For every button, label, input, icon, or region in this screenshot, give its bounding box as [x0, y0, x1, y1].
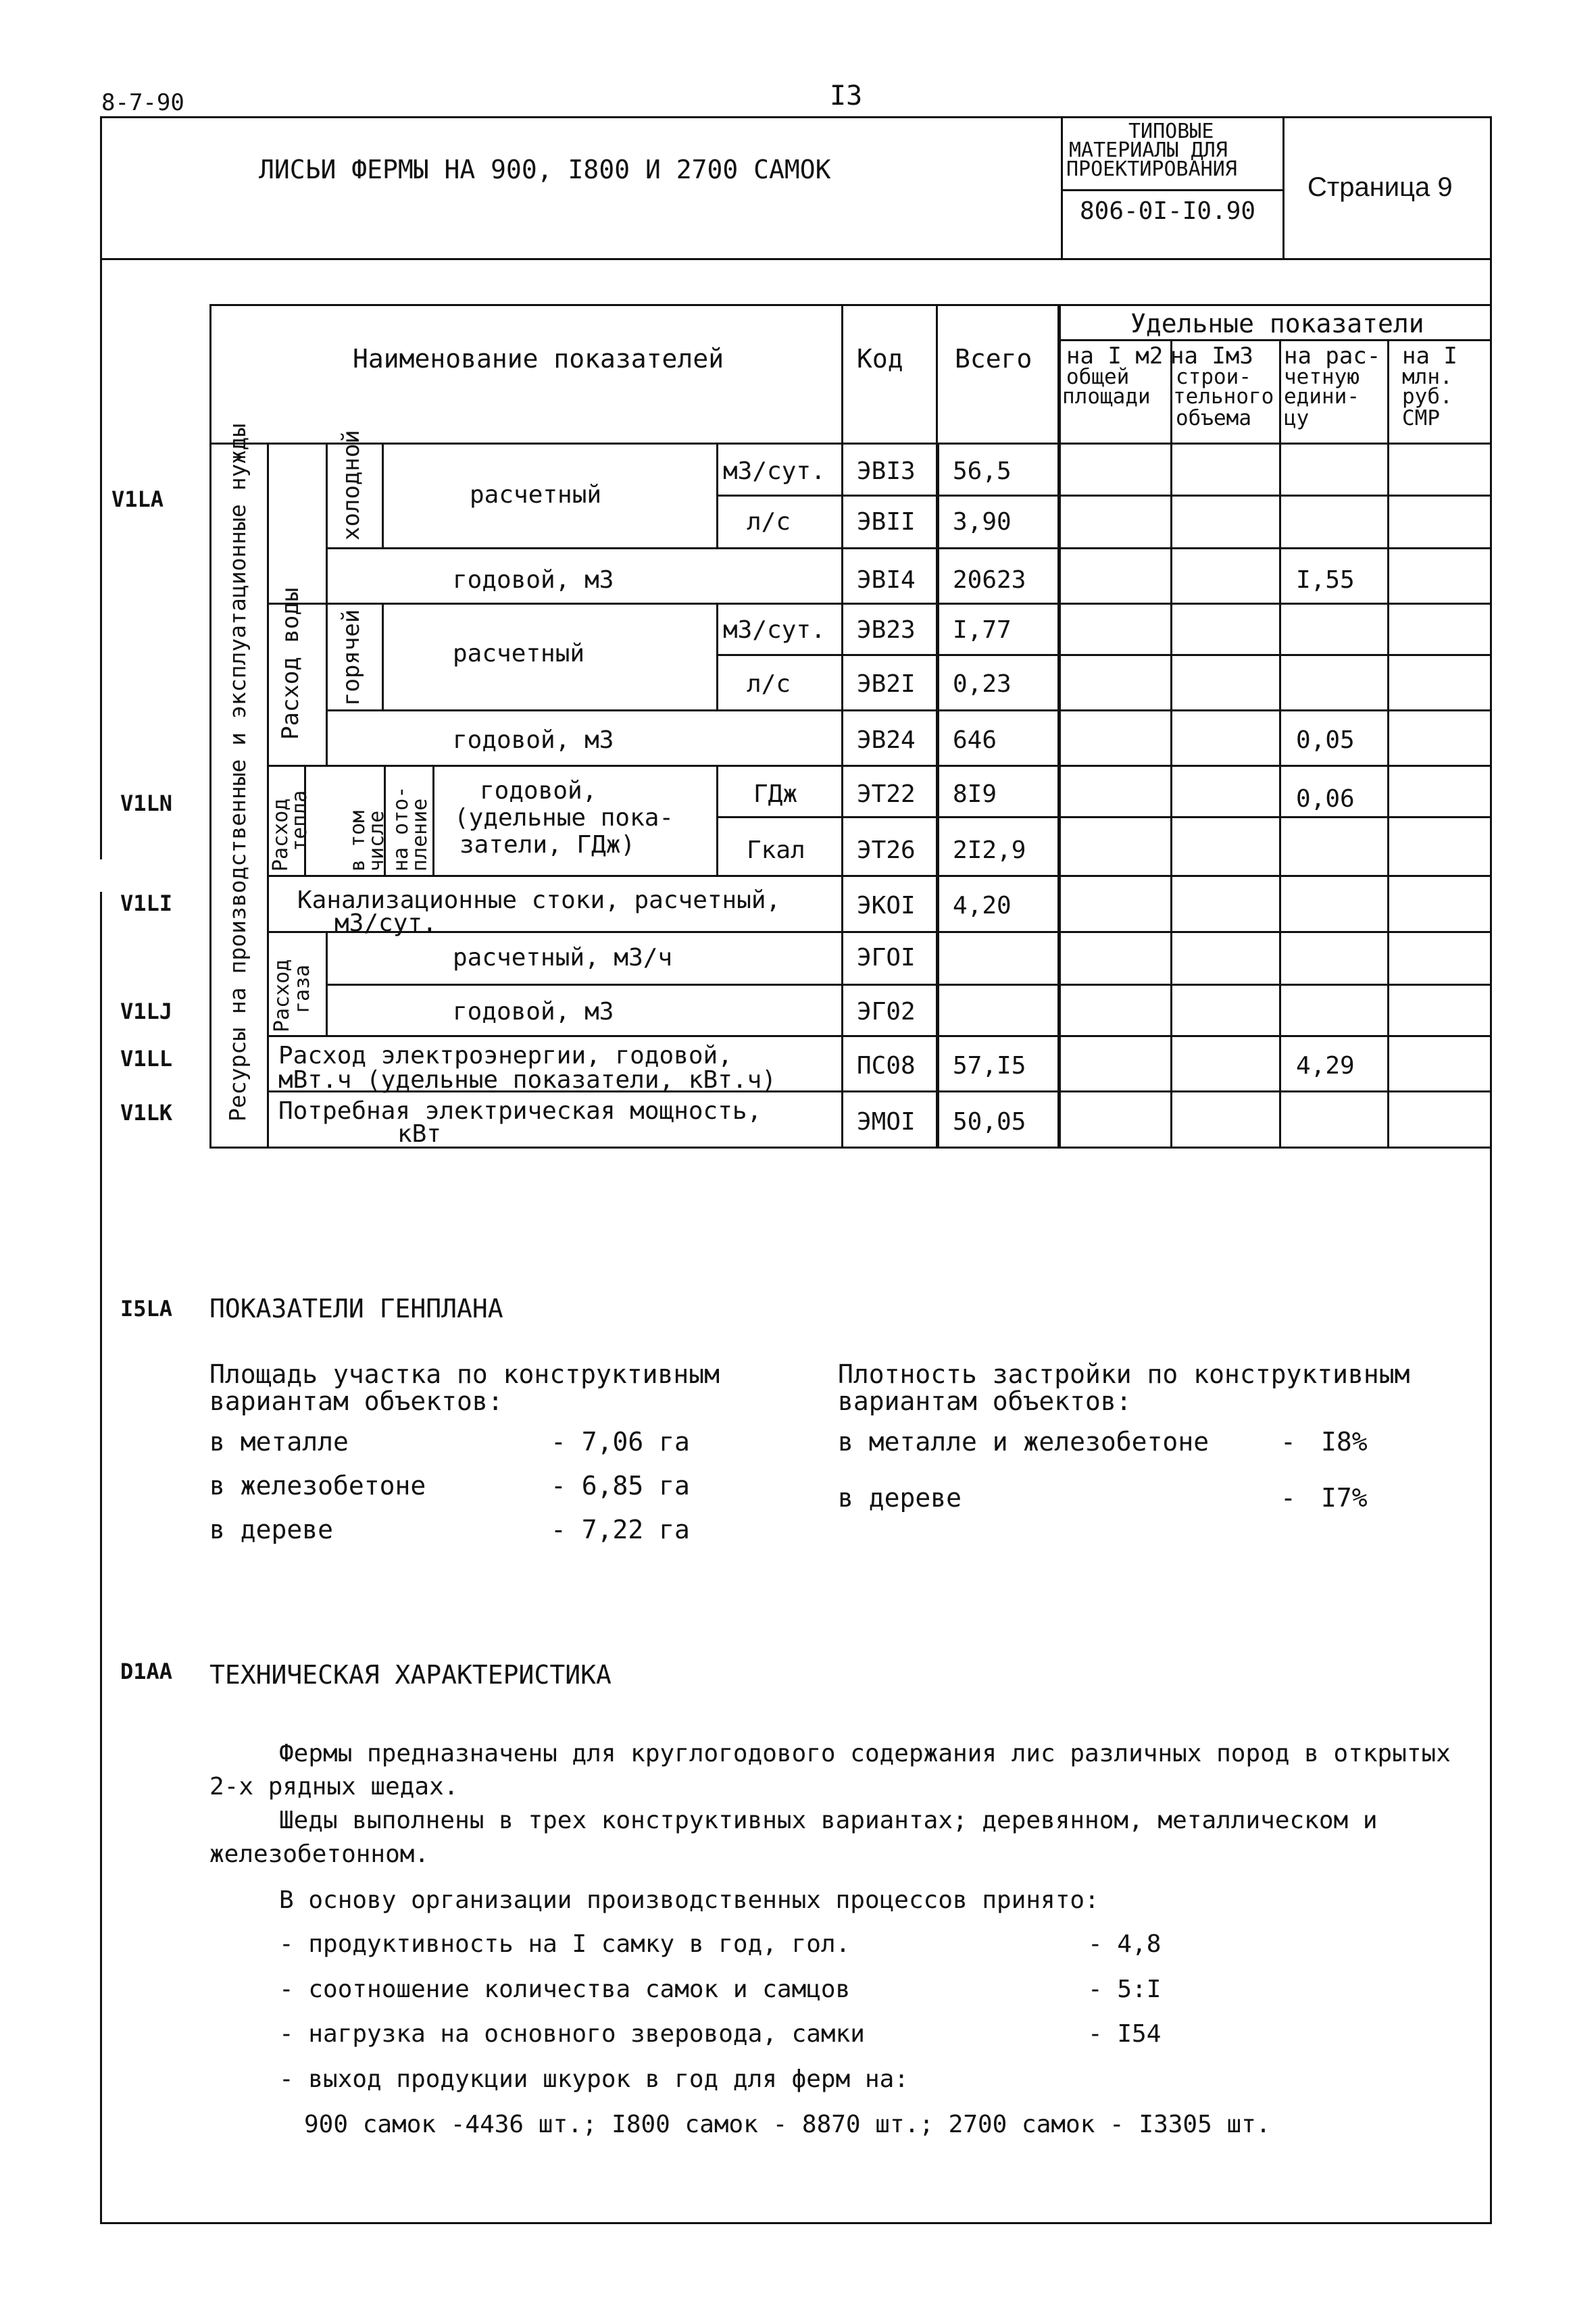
col-line-mln: [1387, 341, 1389, 1149]
label-cold-annual: годовой, м3: [453, 566, 614, 594]
label-gas-calc: расчетный, м3/ч: [453, 944, 673, 972]
side-code-v1li: V1LI: [120, 890, 173, 916]
group-water: Расход воды: [277, 587, 304, 740]
row-sep-5: [326, 709, 1492, 711]
header-specific: Удельные показатели: [1130, 309, 1424, 338]
header-total: Всего: [955, 344, 1032, 374]
row-sep-8: [267, 875, 1492, 877]
label-heat-annual-2: (удельные пока-: [454, 804, 674, 832]
genplan-density-1: Плотность застройки по конструктивным: [838, 1359, 1410, 1389]
label-power-1: Расход электроэнергии, годовой,: [278, 1042, 732, 1070]
tech-paragraph-2-line-1: Шеды выполнены в трех конструктивных вариантах; деревянном, металлическом и: [279, 1807, 1378, 1834]
tech-item-3: - нагрузка на основного зверовода, самки: [279, 2020, 865, 2048]
col-line-m3: [1170, 341, 1172, 1149]
title-series-divider: [1061, 189, 1282, 191]
total-cell: 4,20: [953, 892, 1012, 920]
total-cell: 57,I5: [953, 1052, 1026, 1080]
header-code: Код: [857, 344, 903, 374]
tech-paragraph-1-line-1: Фермы предназначены для круглогодового содержания лис различных пород в открытых: [279, 1740, 1451, 1767]
label-sewer-1: Канализационные стоки, расчетный,: [297, 886, 781, 914]
series-line-2: МАТЕРИАЛЫ ДЛЯ: [1069, 139, 1228, 162]
code-cell: ЭВI3: [857, 457, 916, 485]
row-sep-2: [326, 547, 1492, 549]
header-per-m3-3: тельного: [1173, 384, 1274, 409]
group-line-cold-hot: [382, 443, 384, 547]
code-cell: ПС08: [857, 1052, 916, 1080]
table-header-bottom: [209, 443, 1492, 445]
genplan-concrete: в железобетоне: [209, 1471, 426, 1501]
group-incl-1: в том: [346, 810, 370, 872]
col-line-unit: [1279, 341, 1281, 1149]
group-line-hot: [382, 603, 384, 709]
tech-paragraph-3: В основу организации производственных процессов принято:: [279, 1886, 1099, 1914]
tech-item-3-value: - I54: [1088, 2020, 1162, 2048]
per-unit-cell: 0,05: [1296, 726, 1355, 754]
total-cell: 646: [953, 726, 997, 754]
side-code-v1ln: V1LN: [120, 790, 173, 816]
label-power-2: мВт.ч (удельные показатели, кВт.ч): [278, 1066, 776, 1094]
group-gas-1: Расход: [270, 959, 294, 1032]
genplan-wood-value: - 7,22 га: [551, 1515, 690, 1544]
header-per-unit-2: четную: [1284, 365, 1360, 389]
side-code-v1ll: V1LL: [120, 1046, 173, 1072]
genplan-wood: в дереве: [209, 1515, 334, 1544]
group-incl-2: числе: [365, 810, 389, 872]
code-cell: ЭВII: [857, 508, 916, 536]
genplan-wood-2-value: I7%: [1321, 1483, 1368, 1513]
code-cell: ЭКОI: [857, 892, 916, 920]
genplan-wood-2-dash: -: [1280, 1483, 1296, 1513]
tech-item-1-value: - 4,8: [1088, 1930, 1162, 1958]
document-title: ЛИСЬИ ФЕРМЫ НА 900, I800 И 2700 САМОК: [259, 155, 831, 184]
page-number: I3: [830, 80, 863, 111]
col-line-code: [841, 304, 843, 1149]
label-sewer-2: м3/сут.: [334, 909, 437, 937]
title-divider-1: [1061, 116, 1063, 260]
document-date: 8-7-90: [101, 89, 184, 116]
row-sep-3: [267, 603, 1492, 605]
row-sep-4: [716, 654, 1492, 656]
group-resources: Ресурсы на производственные и эксплуатационные нужды: [224, 423, 251, 1122]
group-cold: холодной: [338, 430, 365, 540]
unit-hot-ls: л/с: [747, 670, 791, 698]
tech-item-2: - соотношение количества самок и самцов: [279, 1976, 851, 2003]
specific-header-divider: [1059, 339, 1492, 341]
header-per-m2-2: общей: [1066, 365, 1130, 389]
genplan-metal-concrete: в металле и железобетоне: [838, 1427, 1210, 1457]
header-per-mln-1: на I: [1402, 343, 1457, 370]
label-gas-annual: годовой, м3: [453, 998, 614, 1026]
per-unit-cell: 4,29: [1296, 1052, 1355, 1080]
genplan-area-1: Площадь участка по конструктивным: [209, 1359, 720, 1389]
header-per-m3-2: строи-: [1176, 365, 1251, 389]
side-code-v1lj: V1LJ: [120, 999, 173, 1024]
frame-left-lower: [100, 892, 102, 2224]
header-per-mln-3: руб.: [1402, 384, 1453, 409]
unit-cold-m3day: м3/сут.: [723, 457, 826, 485]
label-hot-calc: расчетный: [453, 640, 585, 668]
header-name: Наименование показателей: [353, 344, 724, 374]
gas-line: [326, 931, 328, 1035]
unit-col-line-hot: [716, 603, 718, 709]
label-heat-annual-3: затели, ГДж): [459, 831, 636, 859]
header-per-m2-3: площади: [1062, 384, 1151, 409]
code-cell: ЭТ22: [857, 780, 916, 808]
row-sep-11: [267, 1035, 1492, 1037]
row-sep-9: [267, 931, 1492, 933]
total-cell: 50,05: [953, 1108, 1026, 1136]
genplan-metal-value: - 7,06 га: [551, 1427, 690, 1457]
code-cell: ЭГ02: [857, 998, 916, 1026]
total-cell: 2I2,9: [953, 836, 1026, 864]
genplan-metal: в металле: [209, 1427, 349, 1457]
code-cell: ЭВ2I: [857, 670, 916, 698]
row-sep-10: [326, 984, 1492, 986]
total-cell: 56,5: [953, 457, 1012, 485]
header-per-m3-1: на Iм3: [1170, 343, 1253, 370]
genplan-area-2: вариантам объектов:: [209, 1386, 503, 1416]
tech-item-4: - выход продукции шкурок в год для ферм на:: [279, 2065, 909, 2093]
series-line-1: ТИПОВЫЕ: [1128, 120, 1214, 143]
total-cell: 0,23: [953, 670, 1012, 698]
heat-line-3: [432, 765, 434, 875]
label-capacity-1: Потребная электрическая мощность,: [278, 1097, 762, 1125]
label-cold-calc: расчетный: [470, 481, 602, 509]
total-cell: 3,90: [953, 508, 1012, 536]
row-sep-1: [716, 495, 1492, 497]
header-per-unit-1: на рас-: [1284, 343, 1381, 370]
code-cell: ЭВI4: [857, 566, 916, 594]
header-per-m3-4: объема: [1176, 406, 1251, 430]
group-line-resources: [267, 443, 269, 1149]
per-unit-cell: 0,06: [1296, 785, 1355, 813]
side-code-v1la: V1LA: [111, 486, 164, 512]
group-heating-1: на ото-: [389, 786, 413, 872]
group-heat-1: Расход: [269, 798, 293, 872]
unit-hot-m3day: м3/сут.: [723, 616, 826, 644]
total-cell: 8I9: [953, 780, 997, 808]
row-sep-6: [267, 765, 1492, 767]
side-code-d1aa: D1AA: [120, 1659, 173, 1684]
sheet-label: Страница 9: [1307, 172, 1453, 202]
tech-item-5: 900 самок -4436 шт.; I800 самок - 8870 шт.; 2700 самок - I3305 шт.: [304, 2111, 1271, 2138]
genplan-heading: ПОКАЗАТЕЛИ ГЕНПЛАНА: [209, 1294, 503, 1324]
code-cell: ЭТ26: [857, 836, 916, 864]
header-per-unit-3: едини-: [1284, 384, 1360, 409]
tech-paragraph-2-line-2: железобетонном.: [209, 1840, 430, 1868]
col-line-specific: [1057, 304, 1061, 1149]
genplan-wood-2: в дереве: [838, 1483, 962, 1513]
group-heat-2: тепла: [288, 790, 311, 851]
per-unit-cell: I,55: [1296, 566, 1355, 594]
unit-cold-ls: л/с: [747, 508, 791, 536]
genplan-concrete-value: - 6,85 га: [551, 1471, 690, 1501]
tech-item-1: - продуктивность на I самку в год, гол.: [279, 1930, 851, 1958]
code-cell: ЭМОI: [857, 1108, 916, 1136]
genplan-metal-concrete-value: I8%: [1321, 1427, 1368, 1457]
title-divider-2: [1282, 116, 1285, 260]
tech-paragraph-1-line-2: 2-х рядных шедах.: [209, 1773, 459, 1801]
label-capacity-2: кВт: [397, 1120, 442, 1148]
series-code: 806-0I-I0.90: [1080, 197, 1256, 225]
label-heat-annual-1: годовой,: [480, 777, 597, 805]
header-per-m2-1: на I м2: [1066, 343, 1164, 370]
series-line-3: ПРОЕКТИРОВАНИЯ: [1066, 157, 1237, 181]
group-hot: горячей: [338, 609, 365, 706]
tech-heading: ТЕХНИЧЕСКАЯ ХАРАКТЕРИСТИКА: [209, 1660, 612, 1690]
total-cell: I,77: [953, 616, 1012, 644]
row-sep-7: [716, 816, 1492, 818]
genplan-density-2: вариантам объектов:: [838, 1386, 1132, 1416]
group-gas-2: газа: [291, 964, 314, 1013]
genplan-metal-concrete-dash: -: [1280, 1427, 1296, 1457]
unit-col-line-cold: [716, 443, 718, 547]
side-code-i5la: I5LA: [120, 1296, 173, 1322]
code-cell: ЭВ23: [857, 616, 916, 644]
label-hot-annual: годовой, м3: [453, 726, 614, 754]
unit-col-line-heat: [716, 765, 718, 875]
unit-gj: ГДж: [753, 780, 798, 808]
side-code-v1lk: V1LK: [120, 1100, 173, 1126]
code-cell: ЭГОI: [857, 944, 916, 972]
header-per-unit-4: цу: [1284, 406, 1310, 430]
group-line-water: [326, 443, 328, 765]
unit-gcal: Гкал: [747, 836, 805, 864]
group-heating-2: пление: [408, 798, 432, 872]
total-cell: 20623: [953, 566, 1026, 594]
code-cell: ЭВ24: [857, 726, 916, 754]
header-per-mln-4: СМР: [1402, 406, 1440, 430]
header-per-mln-2: млн.: [1402, 365, 1453, 389]
tech-item-2-value: - 5:I: [1088, 1976, 1162, 2003]
